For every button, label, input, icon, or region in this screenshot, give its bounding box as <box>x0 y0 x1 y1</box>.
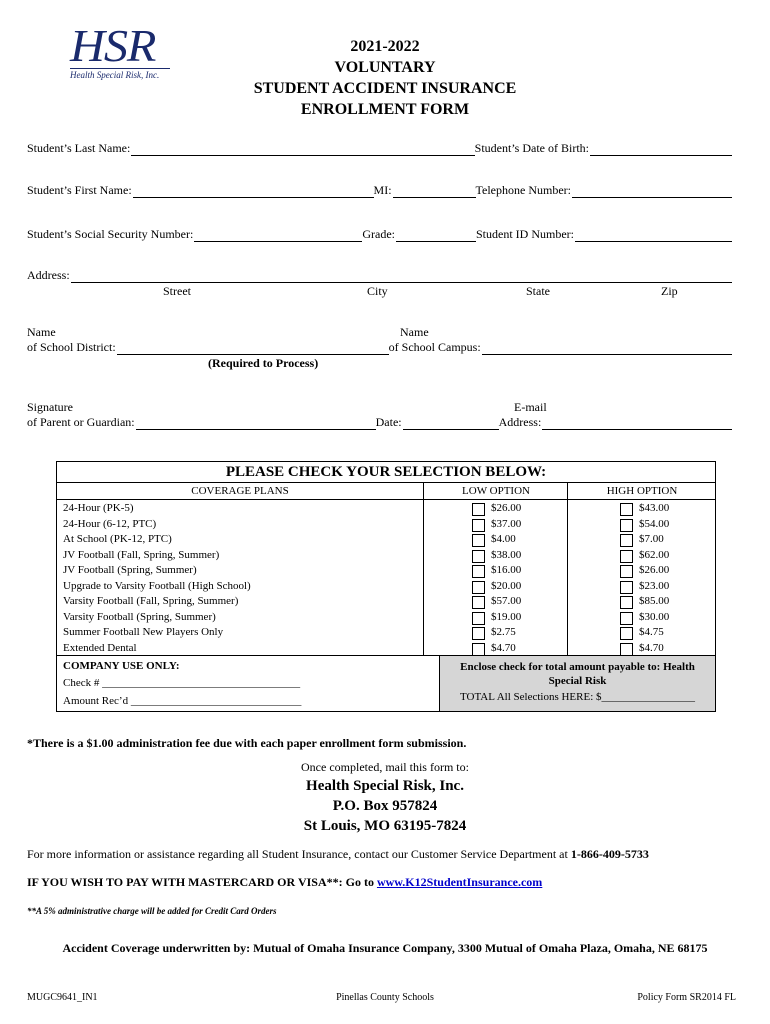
surcharge-note: **A 5% administrative charge will be added for Credit Card Orders <box>27 906 277 916</box>
signature-label-line1: Signature <box>27 400 73 414</box>
low-option-checkbox[interactable] <box>472 627 485 640</box>
total-field[interactable]: TOTAL All Selections HERE: $_________________ <box>460 691 695 703</box>
high-option-price: $4.70 <box>639 641 664 654</box>
title-year: 2021-2022 <box>350 38 420 55</box>
title-insurance: STUDENT ACCIDENT INSURANCE <box>253 80 517 97</box>
high-option-checkbox[interactable] <box>620 550 633 563</box>
title-enrollment: ENROLLMENT FORM <box>300 101 470 118</box>
mailing-address <box>0 776 770 836</box>
low-divider <box>423 499 424 655</box>
dob-field[interactable] <box>590 142 732 156</box>
low-option-checkbox[interactable] <box>472 519 485 532</box>
low-option-price: $20.00 <box>491 579 522 592</box>
low-option-price: $16.00 <box>491 564 522 576</box>
high-option-checkbox[interactable] <box>620 519 633 532</box>
plan-name: Upgrade to Varsity Football (High School) <box>63 579 251 592</box>
col-low-header: LOW OPTION <box>423 482 568 499</box>
district-field[interactable] <box>117 341 389 355</box>
district-label: of School District: <box>27 340 116 354</box>
plan-name: Extended Dental <box>63 641 137 654</box>
high-option-checkbox[interactable] <box>620 627 633 640</box>
campus-label-line1: Name <box>400 325 429 339</box>
last-name-field[interactable] <box>131 142 474 156</box>
row-ssn <box>27 227 732 242</box>
low-option-price: $2.75 <box>491 626 516 638</box>
high-option-price: $4.75 <box>639 626 664 638</box>
email-field[interactable] <box>542 416 732 430</box>
street-label: Street <box>163 284 191 298</box>
footer-form-code: MUGC9641_IN1 <box>27 992 98 1003</box>
phone-field[interactable] <box>572 184 732 198</box>
low-option-checkbox[interactable] <box>472 503 485 516</box>
mail-instruction: Once completed, mail this form to: <box>301 760 469 774</box>
phone-label: Telephone Number: <box>475 183 571 197</box>
high-option-checkbox[interactable] <box>620 503 633 516</box>
high-option-price: $26.00 <box>639 564 670 576</box>
ssn-label: Student’s Social Security Number: <box>27 227 194 241</box>
dob-label: Student’s Date of Birth: <box>474 141 589 155</box>
low-option-price: $26.00 <box>491 502 522 514</box>
high-option-checkbox[interactable] <box>620 534 633 547</box>
high-option-price: $54.00 <box>639 517 670 530</box>
high-option-checkbox[interactable] <box>620 643 633 656</box>
logo-text: HSR <box>70 20 156 71</box>
low-option-checkbox[interactable] <box>472 612 485 625</box>
low-option-checkbox[interactable] <box>472 581 485 594</box>
row-first-name <box>27 183 732 198</box>
underwriter-note: Accident Coverage underwritten by: Mutual of Omaha Insurance Company, 3300 Mutual of Omaha Plaza, Omaha, NE 68175 <box>62 941 708 955</box>
date-field[interactable] <box>403 416 499 430</box>
zip-label: Zip <box>661 284 678 298</box>
low-option-price: $4.70 <box>491 641 516 654</box>
student-id-label: Student ID Number: <box>476 227 574 241</box>
campus-field[interactable] <box>482 341 732 355</box>
city-label: City <box>367 284 388 298</box>
mi-label: MI: <box>373 183 392 197</box>
low-option-price: $4.00 <box>491 533 516 545</box>
high-option-checkbox[interactable] <box>620 612 633 625</box>
address-label: Address: <box>27 268 70 282</box>
row-signature <box>27 415 732 430</box>
row-school <box>27 340 732 355</box>
high-option-price: $23.00 <box>639 579 670 592</box>
plan-name: 24-Hour (PK-5) <box>63 502 134 514</box>
customer-service-phone: 1-866-409-5733 <box>570 847 649 861</box>
header-divider <box>57 499 715 500</box>
mailing-address-box: P.O. Box 957824 <box>332 798 438 814</box>
plan-name: At School (PK-12, PTC) <box>63 533 172 545</box>
student-id-field[interactable] <box>575 228 732 242</box>
high-option-checkbox[interactable] <box>620 581 633 594</box>
check-number-field[interactable]: Check # ____________________________________ <box>63 677 301 689</box>
plan-name: JV Football (Fall, Spring, Summer) <box>63 548 220 561</box>
grade-field[interactable] <box>396 228 476 242</box>
plan-name: Summer Football New Players Only <box>63 626 224 638</box>
low-option-price: $37.00 <box>491 517 522 530</box>
high-option-price: $7.00 <box>639 533 664 545</box>
signature-field[interactable] <box>136 416 376 430</box>
plan-name: Varsity Football (Fall, Spring, Summer) <box>63 595 239 607</box>
address-field[interactable] <box>71 269 732 283</box>
col-high-header: HIGH OPTION <box>567 482 716 499</box>
signature-label: of Parent or Guardian: <box>27 415 135 429</box>
footer-county: Pinellas County Schools <box>336 992 434 1003</box>
mi-field[interactable] <box>393 184 476 198</box>
footer-policy-form: Policy Form SR2014 FL <box>637 992 736 1003</box>
title-voluntary: VOLUNTARY <box>334 59 436 76</box>
high-option-checkbox[interactable] <box>620 565 633 578</box>
selection-heading: PLEASE CHECK YOUR SELECTION BELOW: <box>225 464 547 480</box>
plan-name: JV Football (Spring, Summer) <box>63 564 197 576</box>
first-name-label: Student’s First Name: <box>27 183 132 197</box>
col-coverage-header: COVERAGE PLANS <box>57 482 423 499</box>
mailing-address-name: Health Special Risk, Inc. <box>306 778 464 794</box>
plan-name: Varsity Football (Spring, Summer) <box>63 610 216 623</box>
low-option-checkbox[interactable] <box>472 534 485 547</box>
company-use-label: COMPANY USE ONLY: <box>63 660 180 672</box>
row-address <box>27 268 732 283</box>
plan-name: 24-Hour (6-12, PTC) <box>63 517 157 530</box>
low-option-price: $57.00 <box>491 595 522 607</box>
info-note <box>27 847 649 862</box>
hsr-logo <box>70 20 170 80</box>
email-label: Address: <box>498 415 542 429</box>
last-name-label: Student’s Last Name: <box>27 141 131 155</box>
high-option-price: $43.00 <box>639 502 670 514</box>
low-option-price: $19.00 <box>491 610 522 623</box>
low-option-checkbox[interactable] <box>472 643 485 656</box>
amount-received-field[interactable]: Amount Rec’d _______________________________ <box>63 695 302 707</box>
high-option-price: $30.00 <box>639 610 670 623</box>
email-label-line1: E-mail <box>514 400 547 414</box>
mailing-address-city: St Louis, MO 63195-7824 <box>303 818 467 834</box>
k12-insurance-link[interactable]: www.K12StudentInsurance.com <box>376 875 543 889</box>
low-option-checkbox[interactable] <box>472 550 485 563</box>
high-option-price: $85.00 <box>639 595 670 607</box>
enclose-check-note: Enclose check for total amount payable to: Health Special Risk <box>460 661 695 687</box>
district-label-line1: Name <box>27 325 56 339</box>
admin-fee-note: *There is a $1.00 administration fee due with each paper enrollment form submission. <box>27 736 467 750</box>
form-title <box>220 36 550 120</box>
ssn-field[interactable] <box>194 228 362 242</box>
grade-label: Grade: <box>362 227 395 241</box>
campus-label: of School Campus: <box>388 340 481 354</box>
first-name-field[interactable] <box>133 184 374 198</box>
high-option-checkbox[interactable] <box>620 596 633 609</box>
selection-table <box>56 461 716 712</box>
high-divider <box>567 499 568 655</box>
low-option-checkbox[interactable] <box>472 596 485 609</box>
date-label: Date: <box>375 415 402 429</box>
required-note: (Required to Process) <box>208 356 319 370</box>
low-option-price: $38.00 <box>491 548 522 561</box>
low-option-checkbox[interactable] <box>472 565 485 578</box>
state-label: State <box>526 284 550 298</box>
pay-text: IF YOU WISH TO PAY WITH MASTERCARD OR VISA**: Go to <box>27 875 377 889</box>
pay-note <box>27 875 542 890</box>
high-option-price: $62.00 <box>639 548 670 561</box>
row-name-dob <box>27 141 732 156</box>
info-text: For more information or assistance regarding all Student Insurance, contact our Customer Service Department at <box>27 847 571 861</box>
logo-subtext: Health Special Risk, Inc. <box>70 68 170 80</box>
